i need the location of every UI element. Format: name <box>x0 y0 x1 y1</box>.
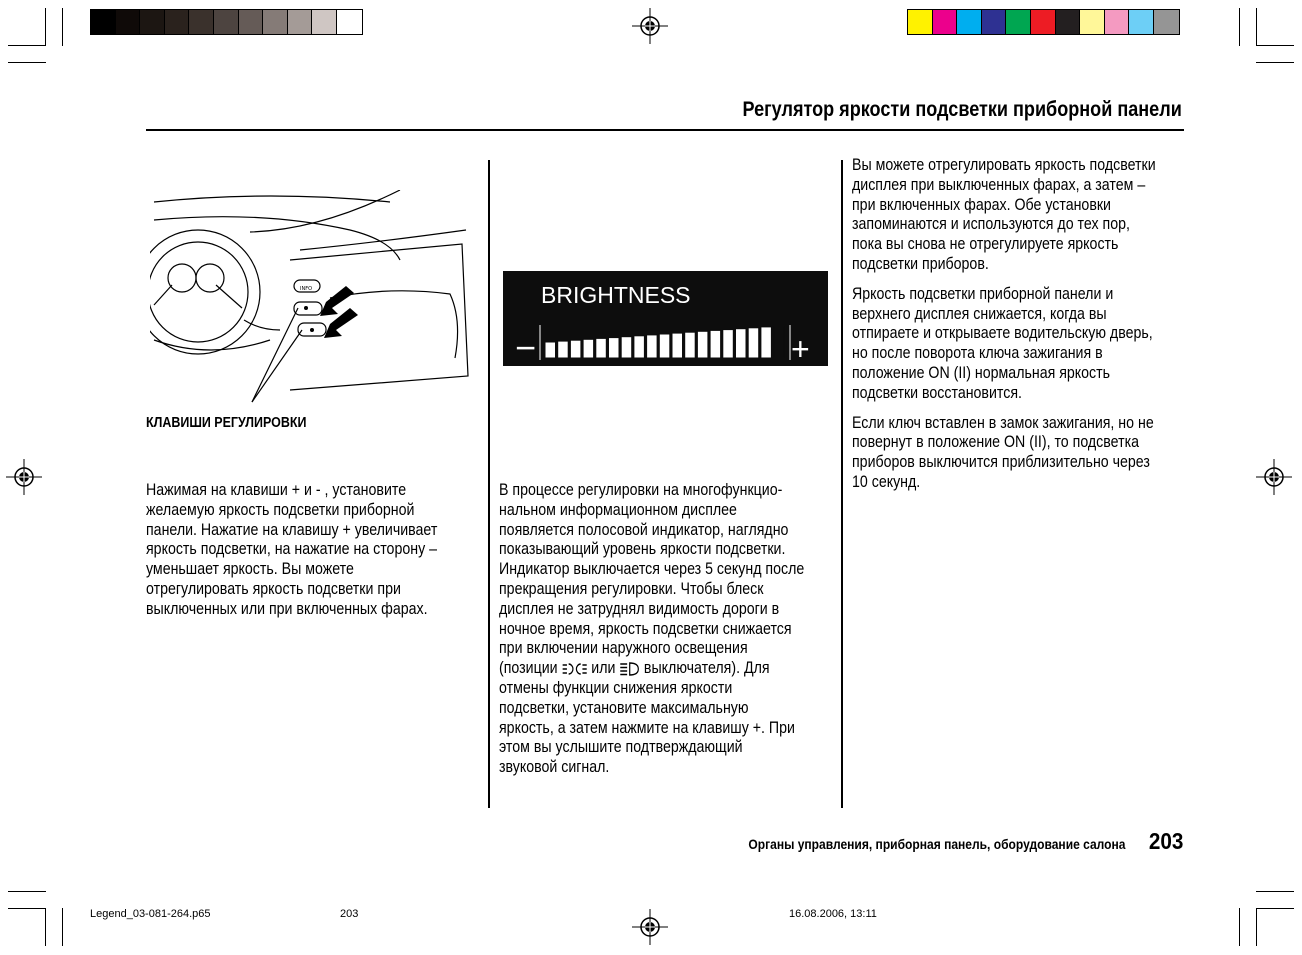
middle-column <box>499 481 830 778</box>
bar-segment <box>596 338 607 358</box>
color-swatch <box>1080 10 1105 34</box>
bar-segment <box>570 340 581 358</box>
gray-swatch-bar <box>90 9 363 35</box>
color-swatch <box>957 10 982 34</box>
bar-segment <box>736 329 747 358</box>
crop-mark <box>45 908 46 946</box>
color-swatch <box>982 10 1007 34</box>
color-swatch <box>1105 10 1130 34</box>
dashboard-brightness-keys-illustration <box>150 190 475 412</box>
minus-sign: − <box>515 327 537 366</box>
color-swatch <box>337 10 362 34</box>
right-paragraph: Вы можете отрегулировать яркость подсветки дисплея при выключенных фарах, а затем – при включенных фарах. Обе установки запоминаются и используются до тех пор, пока вы снова не отрегулируете яркость подсветки приборов. <box>852 156 1156 273</box>
color-swatch <box>116 10 141 34</box>
bar-segment <box>748 328 759 358</box>
crop-mark <box>8 62 46 63</box>
bar-segment <box>774 326 785 358</box>
color-swatch <box>1129 10 1154 34</box>
color-swatch-bar <box>907 9 1180 35</box>
crop-mark <box>1256 45 1294 46</box>
crop-mark <box>1256 908 1257 946</box>
bar-segments <box>545 326 784 358</box>
bar-segment <box>710 330 721 358</box>
color-swatch <box>239 10 264 34</box>
brightness-bar-graphic <box>503 271 828 366</box>
bar-segment <box>545 342 556 358</box>
crop-mark <box>8 45 46 46</box>
crop-mark <box>1256 908 1294 909</box>
color-swatch <box>263 10 288 34</box>
bar-segment <box>685 332 696 358</box>
crop-mark <box>45 8 46 46</box>
color-swatch <box>165 10 190 34</box>
bar-segment <box>621 337 632 358</box>
parking-lights-icon <box>562 661 588 677</box>
brightness-display <box>503 271 828 366</box>
bar-segment <box>583 339 594 358</box>
crop-mark <box>1256 891 1294 892</box>
crop-mark <box>1239 908 1240 946</box>
plus-sign: + <box>791 331 810 366</box>
bar-segment <box>659 334 670 358</box>
bar-segment <box>647 335 658 358</box>
bar-segment <box>697 331 708 358</box>
slug-filename: Legend_03-081-264.p65 <box>90 908 211 920</box>
display-label: BRIGHTNESS <box>541 282 691 308</box>
column-divider <box>841 160 843 808</box>
color-swatch <box>312 10 337 34</box>
bar-segment <box>723 330 734 358</box>
color-swatch <box>140 10 165 34</box>
headlight-icon <box>619 661 640 677</box>
slug-date: 16.08.2006, 13:11 <box>789 908 877 920</box>
right-paragraph: Если ключ вставлен в замок зажигания, но не повернут в положение ON (II), то подсветка приборов выключится приблизительно через 10 секунд. <box>852 413 1154 491</box>
middle-text-or: или <box>591 659 616 678</box>
color-swatch <box>189 10 214 34</box>
page-title: Регулятор яркости подсветки приборной панели <box>742 98 1182 121</box>
color-swatch <box>1006 10 1031 34</box>
bar-segment <box>558 341 569 358</box>
bar-segment <box>672 333 683 358</box>
crop-mark <box>1256 8 1257 46</box>
right-column <box>852 156 1183 503</box>
header-rule <box>146 129 1184 131</box>
color-swatch <box>933 10 958 34</box>
color-swatch <box>1154 10 1179 34</box>
footer-section-title: Органы управления, приборная панель, оборудование салона <box>747 836 1125 852</box>
column-divider <box>488 160 490 808</box>
color-swatch <box>214 10 239 34</box>
page-number: 203 <box>1148 828 1183 854</box>
middle-paragraph <box>499 481 830 778</box>
figure-caption: КЛАВИШИ РЕГУЛИРОВКИ <box>146 415 307 431</box>
crop-mark <box>1239 8 1240 46</box>
middle-text-a: В процессе регулировки на многофункцио- нальном информационном дисплее появляется полосовой индикатор, наглядно показывающий уровень яркости подсветки. Индикатор выключается через 5 секунд после прекращения регулировки. Чтобы блеск дисплея не затруднял видимость дороги в ночное время, яркость подсветки снижается при включении наружного освещения (позиции <box>499 481 805 678</box>
crop-mark <box>62 908 63 946</box>
color-swatch <box>908 10 933 34</box>
bar-segment <box>609 338 620 358</box>
registration-mark-icon <box>1256 459 1292 495</box>
right-paragraph: Яркость подсветки приборной панели и верхнего дисплея снижается, когда вы отпираете и открываете водительскую дверь, но после поворота ключа зажигания в положение ON (II) нормальная яркость подсветки восстановится. <box>852 284 1153 402</box>
left-column <box>146 481 473 630</box>
slug-page: 203 <box>340 908 359 920</box>
color-swatch <box>1056 10 1081 34</box>
crop-mark <box>8 908 46 909</box>
color-swatch <box>288 10 313 34</box>
bar-segment <box>761 327 772 358</box>
left-paragraph: Нажимая на клавиши + и - , установите желаемую яркость подсветки приборной панели. Нажатие на клавишу + увеличивает яркость подсветки, на нажатие на сторону – уменьшает яркость. Вы можете отрегулировать яркость подсветки при выключенных или при включенных фарах. <box>146 481 438 618</box>
middle-text-b: выключателя). Для отмены функции снижения яркости подсветки, установите максимальную яркость, а затем нажмите на клавишу +. При этом вы услышите подтверждающий звуковой сигнал. <box>499 659 795 777</box>
svg-text:INFO: INFO <box>300 286 313 292</box>
registration-mark-icon <box>632 8 668 44</box>
color-swatch <box>1031 10 1056 34</box>
crop-mark <box>62 8 63 46</box>
crop-mark <box>1256 62 1294 63</box>
crop-mark <box>8 891 46 892</box>
registration-mark-icon <box>6 459 42 495</box>
color-swatch <box>91 10 116 34</box>
registration-mark-icon <box>632 909 668 945</box>
bar-segment <box>634 336 645 358</box>
